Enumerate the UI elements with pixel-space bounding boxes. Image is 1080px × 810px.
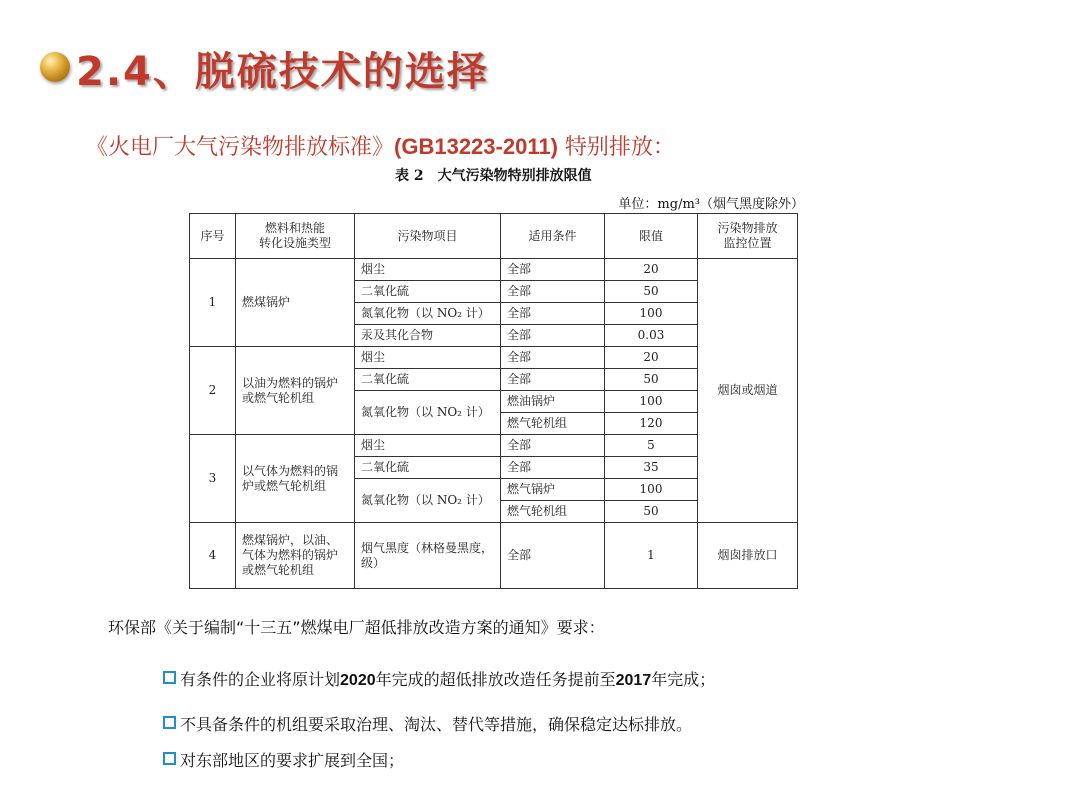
subtitle-suffix: 特别排放： (557, 135, 675, 160)
condition-cell: 全部 (501, 347, 605, 369)
emission-limits-table (189, 213, 798, 589)
limit-cell: 120 (605, 413, 698, 435)
header-fuel-line2: 转化设施类型 (258, 236, 331, 250)
condition-cell: 全部 (501, 281, 605, 303)
limit-cell: 50 (605, 281, 698, 303)
condition-cell: 全部 (501, 259, 605, 281)
condition-cell: 全部 (501, 303, 605, 325)
table-row (190, 259, 798, 281)
table-unit: 单位：mg/m³（烟气黑度除外） (618, 197, 804, 212)
pollutant-cell: 氮氧化物（以 NO₂ 计） (355, 479, 501, 523)
pollutant-cell: 烟气黑度（林格曼黑度，级） (355, 523, 501, 589)
bullet-text: 年完成； (651, 670, 716, 689)
header-monitor-line1: 污染物排放 (717, 221, 778, 235)
limit-cell: 100 (605, 391, 698, 413)
seq-cell: 3 (190, 435, 236, 523)
header-condition: 适用条件 (501, 214, 605, 259)
checkbox-square-icon (163, 716, 176, 729)
bullet-item (163, 748, 404, 771)
header-fuel-line1: 燃料和热能 (264, 221, 325, 235)
bullet-text: 不具备条件的机组要采取治理、淘汰、替代等措施，确保稳定达标排放。 (180, 715, 693, 734)
bullet-text: 对东部地区的要求扩展到全国； (180, 751, 405, 770)
pollutant-cell: 烟尘 (355, 347, 501, 369)
bullet-item (163, 712, 692, 735)
pollutant-cell: 二氧化硫 (355, 281, 501, 303)
intro-text: 环保部《关于编制“十三五”燃煤电厂超低排放改造方案的通知》要求： (108, 618, 605, 637)
bullet-text: 有条件的企业将原计划 (180, 670, 341, 689)
page-title: 2.4、脱硫技术的选择 (76, 49, 489, 95)
condition-cell: 燃气轮机组 (501, 413, 605, 435)
header-monitor-line2: 监控位置 (723, 236, 772, 250)
pollutant-cell: 氮氧化物（以 NO₂ 计） (355, 303, 501, 325)
table-caption: 表 2 大气污染物特别排放限值 (395, 168, 592, 184)
condition-cell: 全部 (501, 369, 605, 391)
header-pollutant: 污染物项目 (355, 214, 501, 259)
header-seq: 序号 (190, 214, 236, 259)
bullet-item (163, 667, 715, 690)
bullet-year: 2020 (340, 672, 376, 689)
title-bullet-icon (40, 52, 70, 82)
limit-cell: 100 (605, 479, 698, 501)
fuel-cell: 以气体为燃料的锅炉或燃气轮机组 (236, 435, 355, 523)
limit-cell: 5 (605, 435, 698, 457)
limit-cell: 20 (605, 259, 698, 281)
header-limit: 限值 (605, 214, 698, 259)
monitor-cell: 烟囱或烟道 (698, 259, 798, 523)
fuel-cell: 燃煤锅炉 (236, 259, 355, 347)
limit-cell: 100 (605, 303, 698, 325)
limit-cell: 35 (605, 457, 698, 479)
fuel-cell: 燃煤锅炉，以油、气体为燃料的锅炉或燃气轮机组 (236, 523, 355, 589)
monitor-cell: 烟囱排放口 (698, 523, 798, 589)
table-header-row (190, 214, 798, 259)
limit-cell: 20 (605, 347, 698, 369)
bullet-year: 2017 (615, 672, 652, 689)
header-fuel (236, 214, 355, 259)
checkbox-square-icon (163, 671, 176, 684)
pollutant-cell: 氮氧化物（以 NO₂ 计） (355, 391, 501, 435)
limit-cell: 50 (605, 501, 698, 523)
header-monitor (698, 214, 798, 259)
bullet-text: 年完成的超低排放改造任务提前至 (375, 670, 616, 689)
subtitle-standard-name: 《火电厂大气污染物排放标准》 (86, 135, 395, 160)
pollutant-cell: 二氧化硫 (355, 369, 501, 391)
pollutant-cell: 烟尘 (355, 259, 501, 281)
condition-cell: 燃油锅炉 (501, 391, 605, 413)
condition-cell: 燃气锅炉 (501, 479, 605, 501)
fuel-cell: 以油为燃料的锅炉或燃气轮机组 (236, 347, 355, 435)
condition-cell: 全部 (501, 325, 605, 347)
limit-cell: 50 (605, 369, 698, 391)
checkbox-square-icon (163, 752, 176, 765)
condition-cell: 燃气轮机组 (501, 501, 605, 523)
pollutant-cell: 汞及其化合物 (355, 325, 501, 347)
condition-cell: 全部 (501, 523, 605, 589)
subtitle-standard-code: (GB13223-2011) (394, 134, 558, 159)
seq-cell: 1 (190, 259, 236, 347)
subtitle (86, 130, 675, 161)
table-row (190, 523, 798, 589)
condition-cell: 全部 (501, 457, 605, 479)
limit-cell: 0.03 (605, 325, 698, 347)
pollutant-cell: 二氧化硫 (355, 457, 501, 479)
seq-cell: 2 (190, 347, 236, 435)
seq-cell: 4 (190, 523, 236, 589)
condition-cell: 全部 (501, 435, 605, 457)
pollutant-cell: 烟尘 (355, 435, 501, 457)
limit-cell: 1 (605, 523, 698, 589)
